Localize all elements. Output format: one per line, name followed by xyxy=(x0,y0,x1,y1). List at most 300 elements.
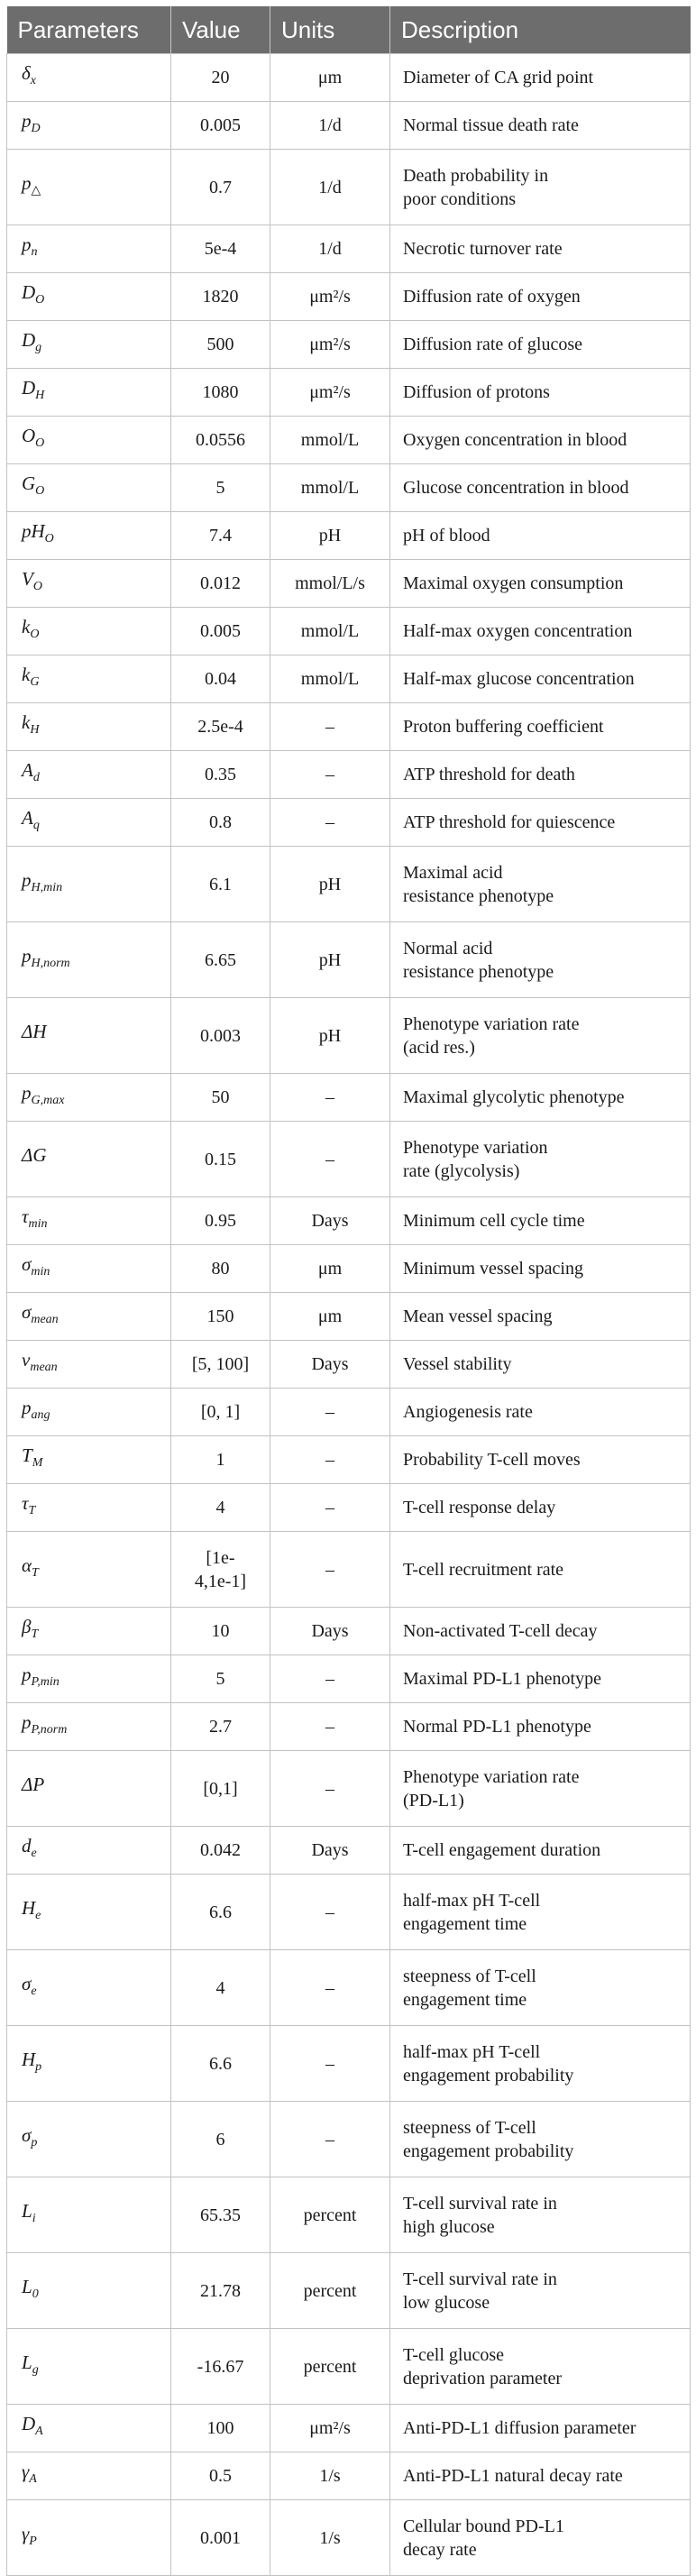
parameter-units: – xyxy=(270,1074,390,1122)
table-row xyxy=(7,273,691,321)
parameter-value: 4 xyxy=(171,1950,270,2026)
parameter-units: – xyxy=(270,2026,390,2102)
parameter-description xyxy=(390,2452,691,2500)
parameter-table xyxy=(6,6,691,2576)
parameter-base: H xyxy=(22,1896,36,1919)
description-text: ATP threshold for quiescence xyxy=(403,812,616,832)
parameter-base: L xyxy=(22,2275,32,2297)
parameter-symbol xyxy=(7,417,171,464)
parameter-symbol xyxy=(7,703,171,751)
parameter-symbol xyxy=(7,799,171,847)
parameter-value: 7.4 xyxy=(171,512,270,560)
parameter-value: 6.65 xyxy=(171,922,270,998)
parameter-units: – xyxy=(270,1655,390,1703)
parameter-symbol xyxy=(7,1245,171,1293)
parameter-base: τ xyxy=(22,1492,29,1515)
description-text: Minimum cell cycle time xyxy=(403,1211,585,1231)
parameter-base: p xyxy=(22,944,32,967)
parameter-base: D xyxy=(22,2413,36,2435)
parameter-base: O xyxy=(22,425,36,447)
parameter-description xyxy=(390,54,691,102)
parameter-units: pH xyxy=(270,922,390,998)
description-text: Diffusion rate of glucose xyxy=(403,335,583,354)
parameter-symbol xyxy=(7,273,171,321)
parameter-base: D xyxy=(22,377,36,399)
parameter-symbol xyxy=(7,369,171,417)
parameter-value: 6.6 xyxy=(171,2026,270,2102)
table-row xyxy=(7,560,691,608)
table-row xyxy=(7,321,691,369)
description-text: T-cell survival rate in low glucose xyxy=(403,2269,557,2313)
description-text: Anti-PD-L1 diffusion parameter xyxy=(403,2418,636,2438)
parameter-description xyxy=(390,321,691,369)
parameter-subscript: H,norm xyxy=(31,957,70,971)
parameter-base: p xyxy=(22,1711,32,1734)
parameter-subscript: e xyxy=(31,1985,37,1999)
parameter-units: percent xyxy=(270,2329,390,2405)
table-row xyxy=(7,225,691,273)
parameter-subscript: O xyxy=(35,436,45,451)
parameter-value: 1 xyxy=(171,1436,270,1484)
parameter-description xyxy=(390,1197,691,1245)
parameter-value: 6.6 xyxy=(171,1875,270,1950)
parameter-units: – xyxy=(270,1436,390,1484)
parameter-base: σ xyxy=(22,1301,32,1324)
parameter-base: D xyxy=(22,329,36,352)
parameter-base: L xyxy=(22,2351,32,2373)
parameter-units: – xyxy=(270,1703,390,1751)
parameter-units: Days xyxy=(270,1197,390,1245)
parameter-value: 4 xyxy=(171,1484,270,1532)
parameter-description xyxy=(390,2329,691,2405)
table-row xyxy=(7,1532,691,1608)
parameter-base: ΔG xyxy=(22,1143,47,1166)
parameter-subscript: 0 xyxy=(32,2287,39,2302)
parameter-value: 0.0556 xyxy=(171,417,270,464)
parameter-value: [5, 100] xyxy=(171,1341,270,1389)
parameter-base: τ xyxy=(22,1205,29,1228)
parameter-symbol xyxy=(7,2329,171,2405)
description-text: T-cell recruitment rate xyxy=(403,1559,564,1580)
parameter-value: 0.003 xyxy=(171,998,270,1074)
description-text: Normal PD-L1 phenotype xyxy=(403,1717,591,1737)
parameter-symbol xyxy=(7,464,171,512)
parameter-description xyxy=(390,1436,691,1484)
parameter-subscript: △ xyxy=(31,184,41,198)
table-row xyxy=(7,1655,691,1703)
parameter-symbol xyxy=(7,54,171,102)
parameter-base: A xyxy=(22,759,33,782)
parameter-description xyxy=(390,1875,691,1950)
parameter-base: d xyxy=(22,1835,32,1857)
parameter-value: 65.35 xyxy=(171,2177,270,2253)
description-text: half-max pH T-cell engagement time xyxy=(403,1890,541,1934)
parameter-description xyxy=(390,1703,691,1751)
parameter-symbol xyxy=(7,1293,171,1341)
parameter-symbol xyxy=(7,2177,171,2253)
table-row xyxy=(7,799,691,847)
parameter-description xyxy=(390,1655,691,1703)
description-text: Half-max oxygen concentration xyxy=(403,621,633,641)
description-text: Half-max glucose concentration xyxy=(403,669,635,689)
parameter-symbol xyxy=(7,1950,171,2026)
parameter-base: k xyxy=(22,711,31,734)
parameter-base: V xyxy=(22,568,33,591)
parameter-symbol xyxy=(7,1484,171,1532)
parameter-value: 0.042 xyxy=(171,1827,270,1875)
parameter-symbol xyxy=(7,225,171,273)
parameter-description xyxy=(390,608,691,655)
parameter-subscript: O xyxy=(35,293,45,307)
parameter-base: p xyxy=(22,1397,32,1419)
parameter-symbol xyxy=(7,998,171,1074)
table-row xyxy=(7,102,691,150)
description-text: Vessel stability xyxy=(403,1354,512,1374)
parameter-symbol xyxy=(7,1751,171,1827)
table-row xyxy=(7,54,691,102)
table-row xyxy=(7,2102,691,2177)
parameter-base: p xyxy=(22,110,32,133)
parameter-value: 0.35 xyxy=(171,751,270,799)
parameter-subscript: P,norm xyxy=(31,1723,68,1737)
parameter-description xyxy=(390,1389,691,1436)
parameter-symbol xyxy=(7,1197,171,1245)
parameter-value: 10 xyxy=(171,1608,270,1655)
description-text: Normal tissue death rate xyxy=(403,115,579,135)
table-row xyxy=(7,1074,691,1122)
description-text: pH of blood xyxy=(403,526,490,545)
parameter-subscript: A xyxy=(29,2472,37,2487)
parameter-subscript: O xyxy=(44,532,54,546)
table-row xyxy=(7,417,691,464)
description-text: Phenotype variation rate (acid res.) xyxy=(403,1013,580,1058)
table-row xyxy=(7,1436,691,1484)
description-text: Maximal acid resistance phenotype xyxy=(403,862,554,906)
parameter-units: – xyxy=(270,1484,390,1532)
parameter-description xyxy=(390,1122,691,1197)
parameter-value: 2.7 xyxy=(171,1703,270,1751)
parameter-description xyxy=(390,273,691,321)
parameter-symbol xyxy=(7,2405,171,2452)
parameter-units: Days xyxy=(270,1341,390,1389)
parameter-symbol xyxy=(7,1389,171,1436)
parameter-description xyxy=(390,102,691,150)
parameter-symbol xyxy=(7,102,171,150)
parameter-symbol xyxy=(7,1436,171,1484)
parameter-value: -16.67 xyxy=(171,2329,270,2405)
description-text: steepness of T-cell engagement probability xyxy=(403,2117,574,2161)
parameter-value: 50 xyxy=(171,1074,270,1122)
parameter-units: μm²/s xyxy=(270,273,390,321)
table-body xyxy=(7,54,691,2576)
description-text: T-cell glucose deprivation parameter xyxy=(403,2344,563,2388)
parameter-subscript: g xyxy=(35,341,42,355)
parameter-units: – xyxy=(270,1751,390,1827)
parameter-base: ΔP xyxy=(22,1773,45,1795)
parameter-symbol xyxy=(7,1608,171,1655)
description-text: Proton buffering coefficient xyxy=(403,717,604,737)
parameter-description xyxy=(390,2500,691,2576)
description-text: Phenotype variation rate (PD-L1) xyxy=(403,1766,580,1811)
parameter-value: 0.5 xyxy=(171,2452,270,2500)
description-text: Diffusion rate of oxygen xyxy=(403,287,581,307)
parameter-description xyxy=(390,1950,691,2026)
description-text: Angiogenesis rate xyxy=(403,1402,533,1422)
parameter-symbol xyxy=(7,1074,171,1122)
parameter-base: δ xyxy=(22,62,31,85)
parameter-units: 1/d xyxy=(270,150,390,225)
parameter-subscript: i xyxy=(32,2212,36,2226)
parameter-symbol xyxy=(7,751,171,799)
parameter-units: μm²/s xyxy=(270,2405,390,2452)
parameter-subscript: min xyxy=(31,1265,50,1279)
parameter-subscript: H xyxy=(35,389,45,403)
parameter-units: percent xyxy=(270,2253,390,2329)
table-row xyxy=(7,2329,691,2405)
parameter-base: ΔH xyxy=(22,1020,47,1042)
table-row xyxy=(7,1608,691,1655)
parameter-description xyxy=(390,2026,691,2102)
parameter-units: μm²/s xyxy=(270,369,390,417)
parameter-base: p xyxy=(22,1664,32,1686)
parameter-value: 6.1 xyxy=(171,847,270,922)
parameter-units: pH xyxy=(270,512,390,560)
table-row xyxy=(7,1122,691,1197)
table-row xyxy=(7,998,691,1074)
parameter-units: μm xyxy=(270,1293,390,1341)
parameter-description xyxy=(390,369,691,417)
parameter-value: 0.005 xyxy=(171,608,270,655)
description-text: Oxygen concentration in blood xyxy=(403,430,627,450)
parameter-units: – xyxy=(270,1122,390,1197)
parameter-units: pH xyxy=(270,998,390,1074)
table-row xyxy=(7,1875,691,1950)
parameter-subscript: e xyxy=(31,1847,37,1861)
parameter-subscript: G,max xyxy=(31,1094,65,1108)
parameter-base: γ xyxy=(22,2461,30,2483)
parameter-symbol xyxy=(7,2253,171,2329)
parameter-symbol xyxy=(7,1703,171,1751)
parameter-description xyxy=(390,560,691,608)
description-text: Diameter of CA grid point xyxy=(403,68,594,87)
table-row xyxy=(7,1389,691,1436)
parameter-value: [0,1] xyxy=(171,1751,270,1827)
description-text: Mean vessel spacing xyxy=(403,1306,553,1326)
parameter-symbol xyxy=(7,608,171,655)
parameter-description xyxy=(390,1341,691,1389)
parameter-value: 6 xyxy=(171,2102,270,2177)
table-row xyxy=(7,2500,691,2576)
table-row xyxy=(7,1293,691,1341)
parameter-symbol xyxy=(7,512,171,560)
parameter-description xyxy=(390,799,691,847)
parameter-subscript: min xyxy=(28,1217,48,1232)
parameter-description xyxy=(390,1484,691,1532)
parameter-symbol xyxy=(7,1122,171,1197)
parameter-units: mmol/L xyxy=(270,655,390,703)
parameter-description xyxy=(390,655,691,703)
parameter-subscript: D xyxy=(31,122,41,136)
parameter-value: 150 xyxy=(171,1293,270,1341)
parameter-description xyxy=(390,2405,691,2452)
description-text: T-cell engagement duration xyxy=(403,1840,601,1860)
parameter-units: mmol/L xyxy=(270,417,390,464)
header-description: Description xyxy=(390,6,691,54)
parameter-subscript: O xyxy=(30,628,40,642)
parameter-symbol xyxy=(7,1827,171,1875)
parameter-description xyxy=(390,2253,691,2329)
parameter-subscript: T xyxy=(32,1566,39,1581)
parameter-base: p xyxy=(22,171,32,194)
parameter-value: 0.95 xyxy=(171,1197,270,1245)
table-row xyxy=(7,608,691,655)
parameter-units: – xyxy=(270,1875,390,1950)
parameter-base: ν xyxy=(22,1349,31,1371)
parameter-units: 1/d xyxy=(270,102,390,150)
parameter-base: H xyxy=(22,2048,36,2070)
parameter-symbol xyxy=(7,922,171,998)
parameter-units: mmol/L/s xyxy=(270,560,390,608)
table-row xyxy=(7,1245,691,1293)
parameter-base: p xyxy=(22,234,32,256)
table-row xyxy=(7,2026,691,2102)
parameter-symbol xyxy=(7,560,171,608)
parameter-base: p xyxy=(22,1082,32,1105)
table-row xyxy=(7,2452,691,2500)
parameter-description xyxy=(390,464,691,512)
parameter-value: 5 xyxy=(171,464,270,512)
header-units: Units xyxy=(270,6,390,54)
parameter-base: σ xyxy=(22,1972,32,1994)
parameter-units: Days xyxy=(270,1608,390,1655)
description-text: Phenotype variation rate (glycolysis) xyxy=(403,1137,548,1181)
parameter-value: 1080 xyxy=(171,369,270,417)
parameter-symbol xyxy=(7,2452,171,2500)
table-row xyxy=(7,464,691,512)
parameter-subscript: mean xyxy=(30,1361,58,1375)
parameter-value: 0.04 xyxy=(171,655,270,703)
table-row xyxy=(7,1950,691,2026)
table-row xyxy=(7,150,691,225)
description-text: Glucose concentration in blood xyxy=(403,478,629,498)
parameter-units: – xyxy=(270,1532,390,1608)
table-row xyxy=(7,655,691,703)
parameter-symbol xyxy=(7,2102,171,2177)
parameter-subscript: P xyxy=(29,2535,37,2549)
parameter-subscript: T xyxy=(31,1627,39,1642)
parameter-base: k xyxy=(22,664,31,686)
parameter-base: L xyxy=(22,2199,32,2222)
description-text: Anti-PD-L1 natural decay rate xyxy=(403,2466,623,2486)
parameter-description xyxy=(390,150,691,225)
parameter-base: β xyxy=(22,1616,32,1638)
parameter-subscript: n xyxy=(31,245,38,260)
parameter-value: 0.15 xyxy=(171,1122,270,1197)
table-row xyxy=(7,922,691,998)
parameter-description xyxy=(390,1608,691,1655)
table-row xyxy=(7,2177,691,2253)
table-row xyxy=(7,2405,691,2452)
parameter-base: γ xyxy=(22,2522,30,2544)
parameter-value: 0.001 xyxy=(171,2500,270,2576)
parameter-value: 1820 xyxy=(171,273,270,321)
parameter-base: G xyxy=(22,472,36,495)
parameter-units: Days xyxy=(270,1827,390,1875)
table-row xyxy=(7,847,691,922)
parameter-value: 5 xyxy=(171,1655,270,1703)
parameter-base: α xyxy=(22,1554,32,1576)
parameter-subscript: O xyxy=(35,484,45,499)
description-text: Cellular bound PD-L1 decay rate xyxy=(403,2516,564,2560)
description-text: Maximal oxygen consumption xyxy=(403,573,624,593)
parameter-subscript: M xyxy=(32,1456,43,1471)
parameter-symbol xyxy=(7,2500,171,2576)
parameter-base: T xyxy=(22,1444,32,1467)
parameter-symbol xyxy=(7,2026,171,2102)
parameter-units: pH xyxy=(270,847,390,922)
parameter-base: σ xyxy=(22,2123,32,2146)
parameter-symbol xyxy=(7,1875,171,1950)
parameter-description xyxy=(390,417,691,464)
parameter-value: 2.5e-4 xyxy=(171,703,270,751)
parameter-units: μm²/s xyxy=(270,321,390,369)
parameter-base: pH xyxy=(22,520,45,543)
parameter-description xyxy=(390,1532,691,1608)
parameter-subscript: O xyxy=(32,580,42,594)
parameter-value: 80 xyxy=(171,1245,270,1293)
parameter-symbol xyxy=(7,1532,171,1608)
parameter-description xyxy=(390,225,691,273)
parameter-subscript: d xyxy=(32,771,40,785)
description-text: Normal acid resistance phenotype xyxy=(403,938,554,982)
description-text: ATP threshold for death xyxy=(403,765,575,784)
parameter-subscript: H xyxy=(30,723,40,738)
table-row xyxy=(7,1484,691,1532)
parameter-units: mmol/L xyxy=(270,464,390,512)
table-row xyxy=(7,1341,691,1389)
parameter-subscript: q xyxy=(32,819,40,833)
parameter-subscript: e xyxy=(35,1909,41,1923)
description-text: half-max pH T-cell engagement probability xyxy=(403,2041,574,2086)
parameter-base: D xyxy=(22,281,36,304)
parameter-description xyxy=(390,1074,691,1122)
parameter-base: A xyxy=(22,807,33,830)
description-text: Death probability in poor conditions xyxy=(403,165,549,209)
parameter-units: – xyxy=(270,751,390,799)
parameter-subscript: T xyxy=(28,1504,36,1518)
parameter-units: μm xyxy=(270,1245,390,1293)
parameter-subscript: ang xyxy=(31,1408,50,1423)
parameter-value: 0.8 xyxy=(171,799,270,847)
parameter-value: 0.012 xyxy=(171,560,270,608)
parameter-units: 1/d xyxy=(270,225,390,273)
table-row xyxy=(7,1703,691,1751)
parameter-subscript: g xyxy=(32,2363,39,2378)
parameter-description xyxy=(390,1827,691,1875)
parameter-subscript: A xyxy=(35,2425,43,2439)
parameter-units: – xyxy=(270,703,390,751)
table-row xyxy=(7,751,691,799)
table-row xyxy=(7,2253,691,2329)
description-text: Minimum vessel spacing xyxy=(403,1259,583,1279)
description-text: Non-activated T-cell decay xyxy=(403,1621,598,1641)
parameter-units: – xyxy=(270,799,390,847)
table-row xyxy=(7,703,691,751)
description-text: steepness of T-cell engagement time xyxy=(403,1966,536,2010)
parameter-subscript: G xyxy=(30,675,40,690)
parameter-base: σ xyxy=(22,1253,32,1276)
parameter-symbol xyxy=(7,1655,171,1703)
